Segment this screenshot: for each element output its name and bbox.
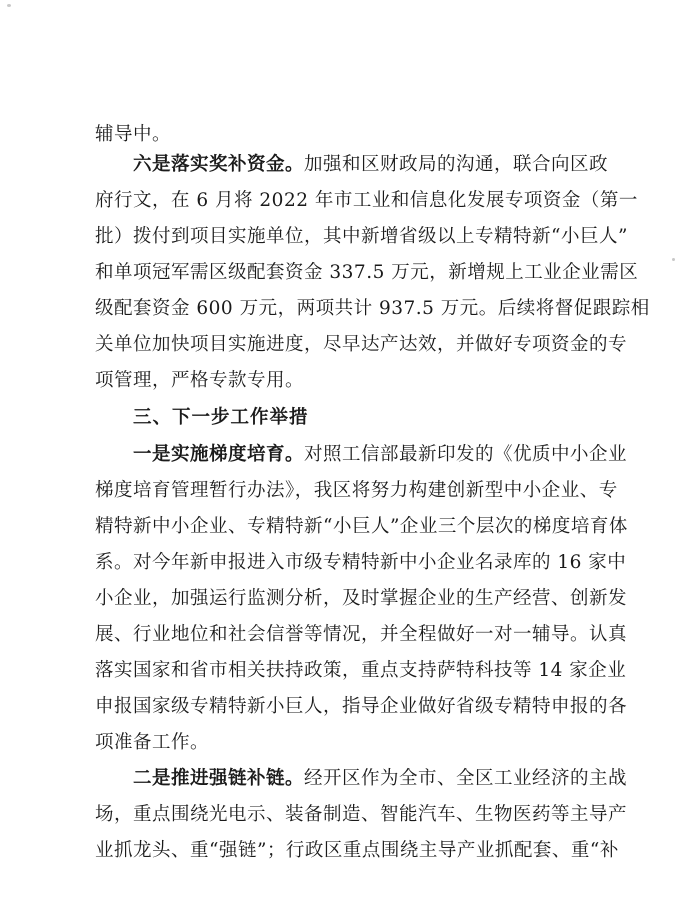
text-line: 关单位加快项目实施进度，尽早达产达效，并做好专项资金的专	[95, 334, 628, 355]
paragraph-text: 经开区作为全市、全区工业经济的主战	[304, 768, 628, 789]
paragraph-lead: 二是推进强链补链。	[133, 768, 305, 789]
paragraph-text: 对照工信部最新印发的《优质中小企业	[304, 444, 628, 465]
scan-speck	[7, 4, 11, 7]
text-line: 落实国家和省市相关扶持政策，重点支持萨特科技等 14 家企业	[95, 660, 627, 681]
text-line: 项准备工作。	[95, 732, 210, 753]
text-line: 展、行业地位和社会信誉等情况，并全程做好一对一辅导。认真	[95, 624, 628, 645]
text-line: 府行文，在 6 月将 2022 年市工业和信息化发展专项资金（第一	[95, 190, 638, 211]
scan-speck	[672, 258, 675, 261]
paragraph-lead: 一是实施梯度培育。	[133, 444, 305, 465]
text-line: 梯度培育管理暂行办法》，我区将努力构建创新型中小企业、专	[95, 480, 618, 501]
section-heading: 三、下一步工作举措	[133, 407, 309, 428]
text-line: 辅导中。	[95, 124, 172, 145]
text-line: 级配套资金 600 万元，两项共计 937.5 万元。后续将督促跟踪相	[95, 298, 650, 319]
text-line: 和单项冠军需区级配套资金 337.5 万元，新增规上工业企业需区	[95, 262, 639, 283]
text-line: 精特新中小企业、专精特新“小巨人”企业三个层次的梯度培育体	[95, 516, 628, 537]
paragraph-first-line	[133, 766, 628, 792]
paragraph-first-line	[133, 152, 608, 178]
text-line: 申报国家级专精特新小巨人，指导企业做好省级专精特申报的各	[95, 696, 628, 717]
paragraph-text: 加强和区财政局的沟通，联合向区政	[304, 154, 609, 175]
text-line: 批）拨付到项目实施单位，其中新增省级以上专精特新“小巨人”	[95, 226, 628, 247]
paragraph-first-line	[133, 442, 628, 468]
paragraph-lead: 六是落实奖补资金。	[133, 154, 305, 175]
text-line: 业抓龙头、重“强链”；行政区重点围绕主导产业抓配套、重“补	[95, 840, 619, 861]
text-line: 小企业，加强运行监测分析，及时掌握企业的生产经营、创新发	[95, 588, 628, 609]
text-line: 项管理，严格专款专用。	[95, 370, 305, 391]
text-line: 场，重点围绕光电示、装备制造、智能汽车、生物医药等主导产	[95, 804, 628, 825]
text-line: 系。对今年新申报进入市级专精特新中小企业名录库的 16 家中	[95, 552, 627, 573]
